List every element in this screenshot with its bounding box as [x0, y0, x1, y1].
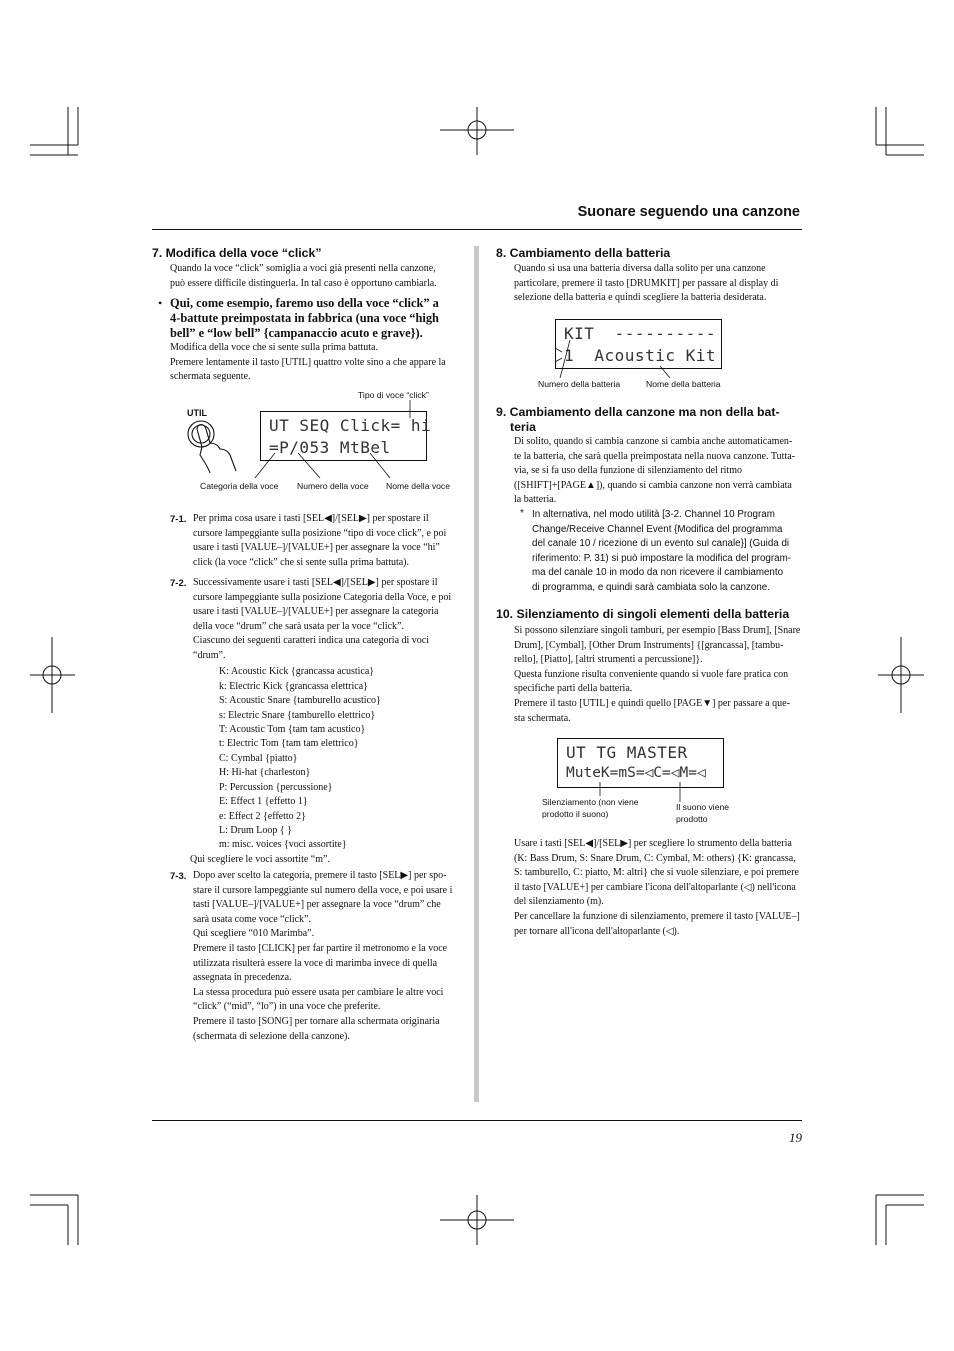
bullet-icon: • [158, 296, 163, 310]
step-7-1-number: 7-1. [170, 514, 187, 525]
category-item: K: Acoustic Kick {grancassa acustica} [219, 666, 375, 677]
category-item: e: Effect 2 {effetto 2} [219, 811, 306, 822]
step-7-1-text: Per prima cosa usare i tasti [SEL◀]/[SEL▶] per spostare il cursore lampeggiante sulla posizione “tipo di voce click”, e poi usare i tasti [VALUE–]/[VALUE+] per assegnare la voce “hi” click (la voce “click” che si sente sulla prima battuta). [193, 513, 447, 568]
category-item: s: Electric Snare {tamburello elettrico} [219, 710, 376, 721]
label-mute: Silenziamento (non viene prodotto il suono) [542, 797, 639, 819]
label-kit-name: Nome della batteria [646, 379, 721, 389]
category-item: t: Electric Tom {tam tam elettrico} [219, 738, 359, 749]
util-label: UTIL [187, 408, 207, 418]
section-8-text: Quando si usa una batteria diversa dalla solito per una canzone particolare, premere il tasto [DRUMKIT] per passare al display di selezione della batteria e quindi scegliere la batteria desiderata. [514, 263, 779, 304]
category-item: E: Effect 1 {effetto 1} [219, 796, 308, 807]
note-asterisk: * [520, 508, 524, 519]
running-header: Suonare seguendo una canzone [577, 204, 800, 220]
section-10-text: Si possono silenziare singoli tamburi, per esempio [Bass Drum], [Snare Drum], [Cymbal], [Other Drum Instruments] {[grancassa], [tambu- rello], [Piatto], [altri strumenti a percussione]}. Questa funzione risulta conveniente quando si vuole fare pratica con specifiche parti della batteria. Premere il tasto [UTIL] e quindi quello [PAGE▼] per passare a que- sta schermata. [514, 625, 801, 724]
lcd-line-1: KIT ---------- [564, 324, 716, 343]
category-item: m: misc. voices {voci assortite} [219, 839, 347, 850]
label-kit-number: Numero della batteria [538, 379, 621, 389]
lcd-line-1: UT SEQ Click= hi [269, 416, 432, 435]
section-9-text: Di solito, quando si cambia canzone si cambia anche automaticamen- te la batteria, che sarà quella preimpostata nella nuova canzone. Tutta- via, se si fa uso della funzione di silenziamento del ritmo ([SHIFT]+[PAGE▲]), quando si cambia canzone non verrà cambiata la batteria. [514, 436, 796, 506]
lcd-line-2: 1 Acoustic Kit [564, 346, 716, 365]
section-7-title: 7. Modifica della voce “click” [152, 246, 322, 260]
step-7-3-text: Dopo aver scelto la categoria, premere il tasto [SEL▶] per spo- stare il cursore lampeggiante sul numero della voce, e poi usare i tasti [VALUE–]/[VALUE+] per assegnare la voce “drum” che sarà usata come voce “click”. Qui scegliere “010 Marimba”. Premere il tasto [CLICK] per far partire il metronomo e la voce utilizzata risulterà essere la voce di marimba invece di quella assegnata in precedenza. La stessa procedura può essere usata per cambiare le altre voci “click” (“mid”, “lo”) in una voce che preferite. Premere il tasto [SONG] per tornare alla schermata originaria (schermata di selezione della canzone). [193, 870, 453, 1042]
category-item: L: Drum Loop { } [219, 825, 292, 836]
section-7-after: Modifica della voce che si sente sulla prima battuta. Premere lentamente il tasto [UTIL] quattro volte sino a che appare la schermata seguente. [170, 342, 446, 383]
step-7-3-number: 7-3. [170, 871, 187, 882]
step-7-2-text: Successivamente usare i tasti [SEL◀]/[SEL▶] per spostare il cursore lampeggiante sulla posizione Categoria della Voce, e poi usare i tasti [VALUE–]/[VALUE+] per assegnare la categoria della voce “drum” che sarà usata per la voce “click”. Ciascuno dei seguenti caratteri indica una categoria di voci “drum”. [193, 577, 452, 661]
header-rule [152, 229, 802, 230]
section-10-title: 10. Silenziamento di singoli elementi della batteria [496, 607, 790, 621]
lcd-line-1: UT TG MASTER [566, 743, 688, 762]
category-item: C: Cymbal {piatto} [219, 753, 298, 764]
page-number: 19 [789, 1130, 802, 1145]
category-item: S: Acoustic Snare {tamburello acustico} [219, 695, 381, 706]
choose-misc: Qui scegliere le voci assortite “m”. [190, 854, 330, 865]
label-click-type: Tipo di voce “click” [358, 390, 429, 400]
category-item: P: Percussion {percussione} [219, 782, 333, 793]
callout-lines-click [220, 398, 460, 484]
category-item: T: Acoustic Tom {tam tam acustico} [219, 724, 366, 735]
section-9-note: In alternativa, nel modo utilità [3-2. Channel 10 Program Change/Receive Channel Event {Modifica del programma del canale 10 / ricezione di un evento sul canale}] (Guida di riferimento: P. 31) si può impostare la modifica del program- ma del canale 10 in modo da non ricevere il cambiamento di programma, e quindi sarà cambiata solo la canzone. [532, 509, 792, 593]
footer-rule [152, 1120, 802, 1121]
label-sound: Il suono viene prodotto [676, 802, 730, 824]
label-number: Numero della voce [297, 481, 369, 491]
label-category: Categoria della voce [200, 481, 279, 491]
section-9-title: 9. Cambiamento della canzone ma non della bat- teria [496, 405, 780, 434]
category-item: k: Electric Kick {grancassa elettrica} [219, 681, 368, 692]
category-item: H: Hi-hat {charleston} [219, 767, 311, 778]
section-10-after: Usare i tasti [SEL◀]/[SEL▶] per scegliere lo strumento della batteria (K: Bass Drum, S: Snare Drum, C: Cymbal, M: others) {K: grancassa, S: tamburello, C: piatto, M: altri} che si vuole silenziare, e poi premere il tasto [VALUE+] per cambiare l'icona dell'altoparlante (◁) nell'icona del silenziamento (m). Per cancellare la funzione di silenziamento, premere il tasto [VALUE–] per tornare all'icona dell'altoparlante (◁). [514, 838, 800, 937]
label-name: Nome della voce [386, 481, 451, 491]
lcd-line-2: MuteK=mS=◁C=◁M=◁ [566, 765, 706, 781]
callout-lines-kit [540, 320, 740, 380]
section-7-intro: Quando la voce “click” somiglia a voci già presenti nella canzone, può essere difficile distinguerla. In tal caso è opportuno cambiarla. [170, 263, 437, 289]
step-7-2-number: 7-2. [170, 578, 187, 589]
lcd-line-2: =P/053 MtBel [269, 438, 391, 457]
bullet-example: Qui, come esempio, faremo uso della voce “click” a 4-battute preimpostata in fabbrica (una voce “high bell” e “low bell” {campanaccio acuto e grave}). [170, 296, 439, 340]
section-8-title: 8. Cambiamento della batteria [496, 246, 671, 260]
column-divider [474, 246, 479, 1102]
